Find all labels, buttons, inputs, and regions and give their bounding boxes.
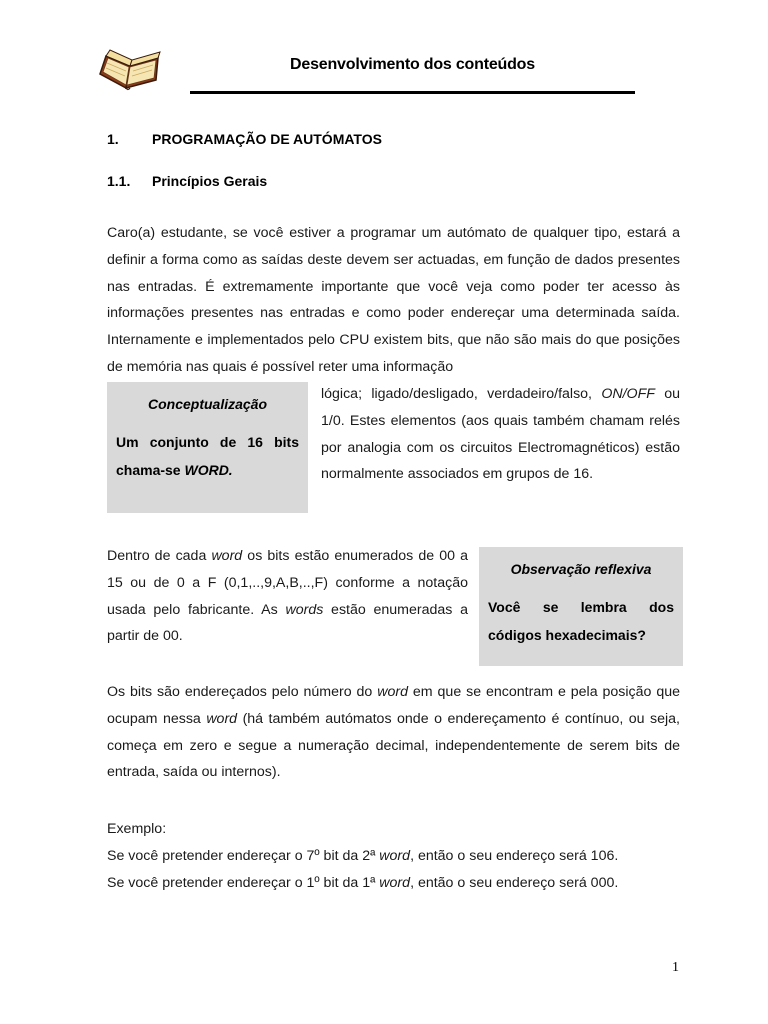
emphasis-span: word	[379, 847, 411, 864]
example-line-2	[107, 870, 680, 897]
subsection-heading	[107, 173, 267, 189]
subsection-title: Princípios Gerais	[152, 173, 268, 189]
emphasis-span: word	[377, 684, 408, 700]
text-span: Se você pretender endereçar o 7º bit da 2ª	[107, 847, 380, 864]
open-book-icon	[96, 44, 164, 96]
example-label: Exemplo:	[107, 821, 167, 837]
emphasis-span: ON/OFF	[601, 386, 655, 402]
emphasis-span: word	[379, 874, 411, 891]
concept-box-text: Um conjunto de 16 bits chama-se	[116, 434, 299, 478]
text-span: Se você pretender endereçar o 1º bit da 1ª	[107, 874, 380, 891]
text-span: estão enumeradas a partir de 00.	[107, 601, 468, 645]
header-rule	[190, 91, 635, 94]
paragraph-intro-continued	[321, 381, 680, 488]
paragraph-addressing	[107, 679, 680, 786]
observation-box-title: Observação reflexiva	[510, 561, 652, 577]
section-title: PROGRAMAÇÃO DE AUTÓMATOS	[152, 131, 382, 147]
example-block	[107, 816, 680, 896]
text-span: (há também autómatos onde o endereçamento é contínuo, ou seja, começa em zero e segue a numeração decimal, independentemente de serem bits de entrada, saída ou internos).	[107, 710, 680, 781]
header-title: Desenvolvimento dos conteúdos	[290, 56, 535, 73]
text-span: ou 1/0. Estes elementos (aos quais também chamam relés por analogia com os circuitos Electromagnéticos) estão normalmente associados em grupos de 16.	[321, 386, 680, 483]
concept-box-body	[107, 428, 308, 484]
observation-box	[479, 547, 683, 666]
emphasis-span: word	[206, 710, 238, 727]
emphasis-span: word	[211, 548, 243, 564]
paragraph-word-enumeration	[107, 543, 468, 650]
text-span: , então o seu endereço será 106.	[410, 847, 619, 864]
text-span: , então o seu endereço será 000.	[410, 874, 619, 891]
subsection-number: 1.1.	[107, 173, 131, 189]
emphasis-span: words	[285, 601, 324, 618]
example-line-1	[107, 843, 680, 870]
text-span: os bits estão enumerados de 00 a 15 ou de 0 a F (0,1,..,9,A,B,..,F) conforme a notação usada pelo fabricante. As	[107, 548, 468, 618]
text-span: Os bits são endereçados pelo número do	[107, 684, 378, 700]
observation-box-body: Você se lembra dos códigos hexadecimais?	[488, 599, 674, 643]
text-span: em que se encontram e pela posição que ocupam nessa	[107, 684, 680, 727]
concept-box-title: Conceptualização	[147, 396, 268, 412]
text-span: lógica; ligado/desligado, verdadeiro/falso,	[321, 386, 602, 402]
section-heading	[107, 131, 382, 147]
page-number: 1	[672, 960, 679, 975]
text-span: Dentro de cada	[107, 548, 212, 564]
concept-box	[107, 382, 308, 513]
concept-box-emphasis: WORD.	[184, 462, 233, 478]
section-number: 1.	[107, 131, 119, 147]
paragraph-intro: Caro(a) estudante, se você estiver a programar um autómato de qualquer tipo, estará a definir a forma como as saídas deste devem ser actuadas, em função de dados presentes nas entradas. É extremamente importante que você veja como poder ter acesso às informações presentes nas entradas e como poder endereçar uma determinada saída. Internamente e implementados pelo CPU existem bits, que não são mais do que posições de memória nas quais é possível reter uma informação	[107, 225, 680, 375]
